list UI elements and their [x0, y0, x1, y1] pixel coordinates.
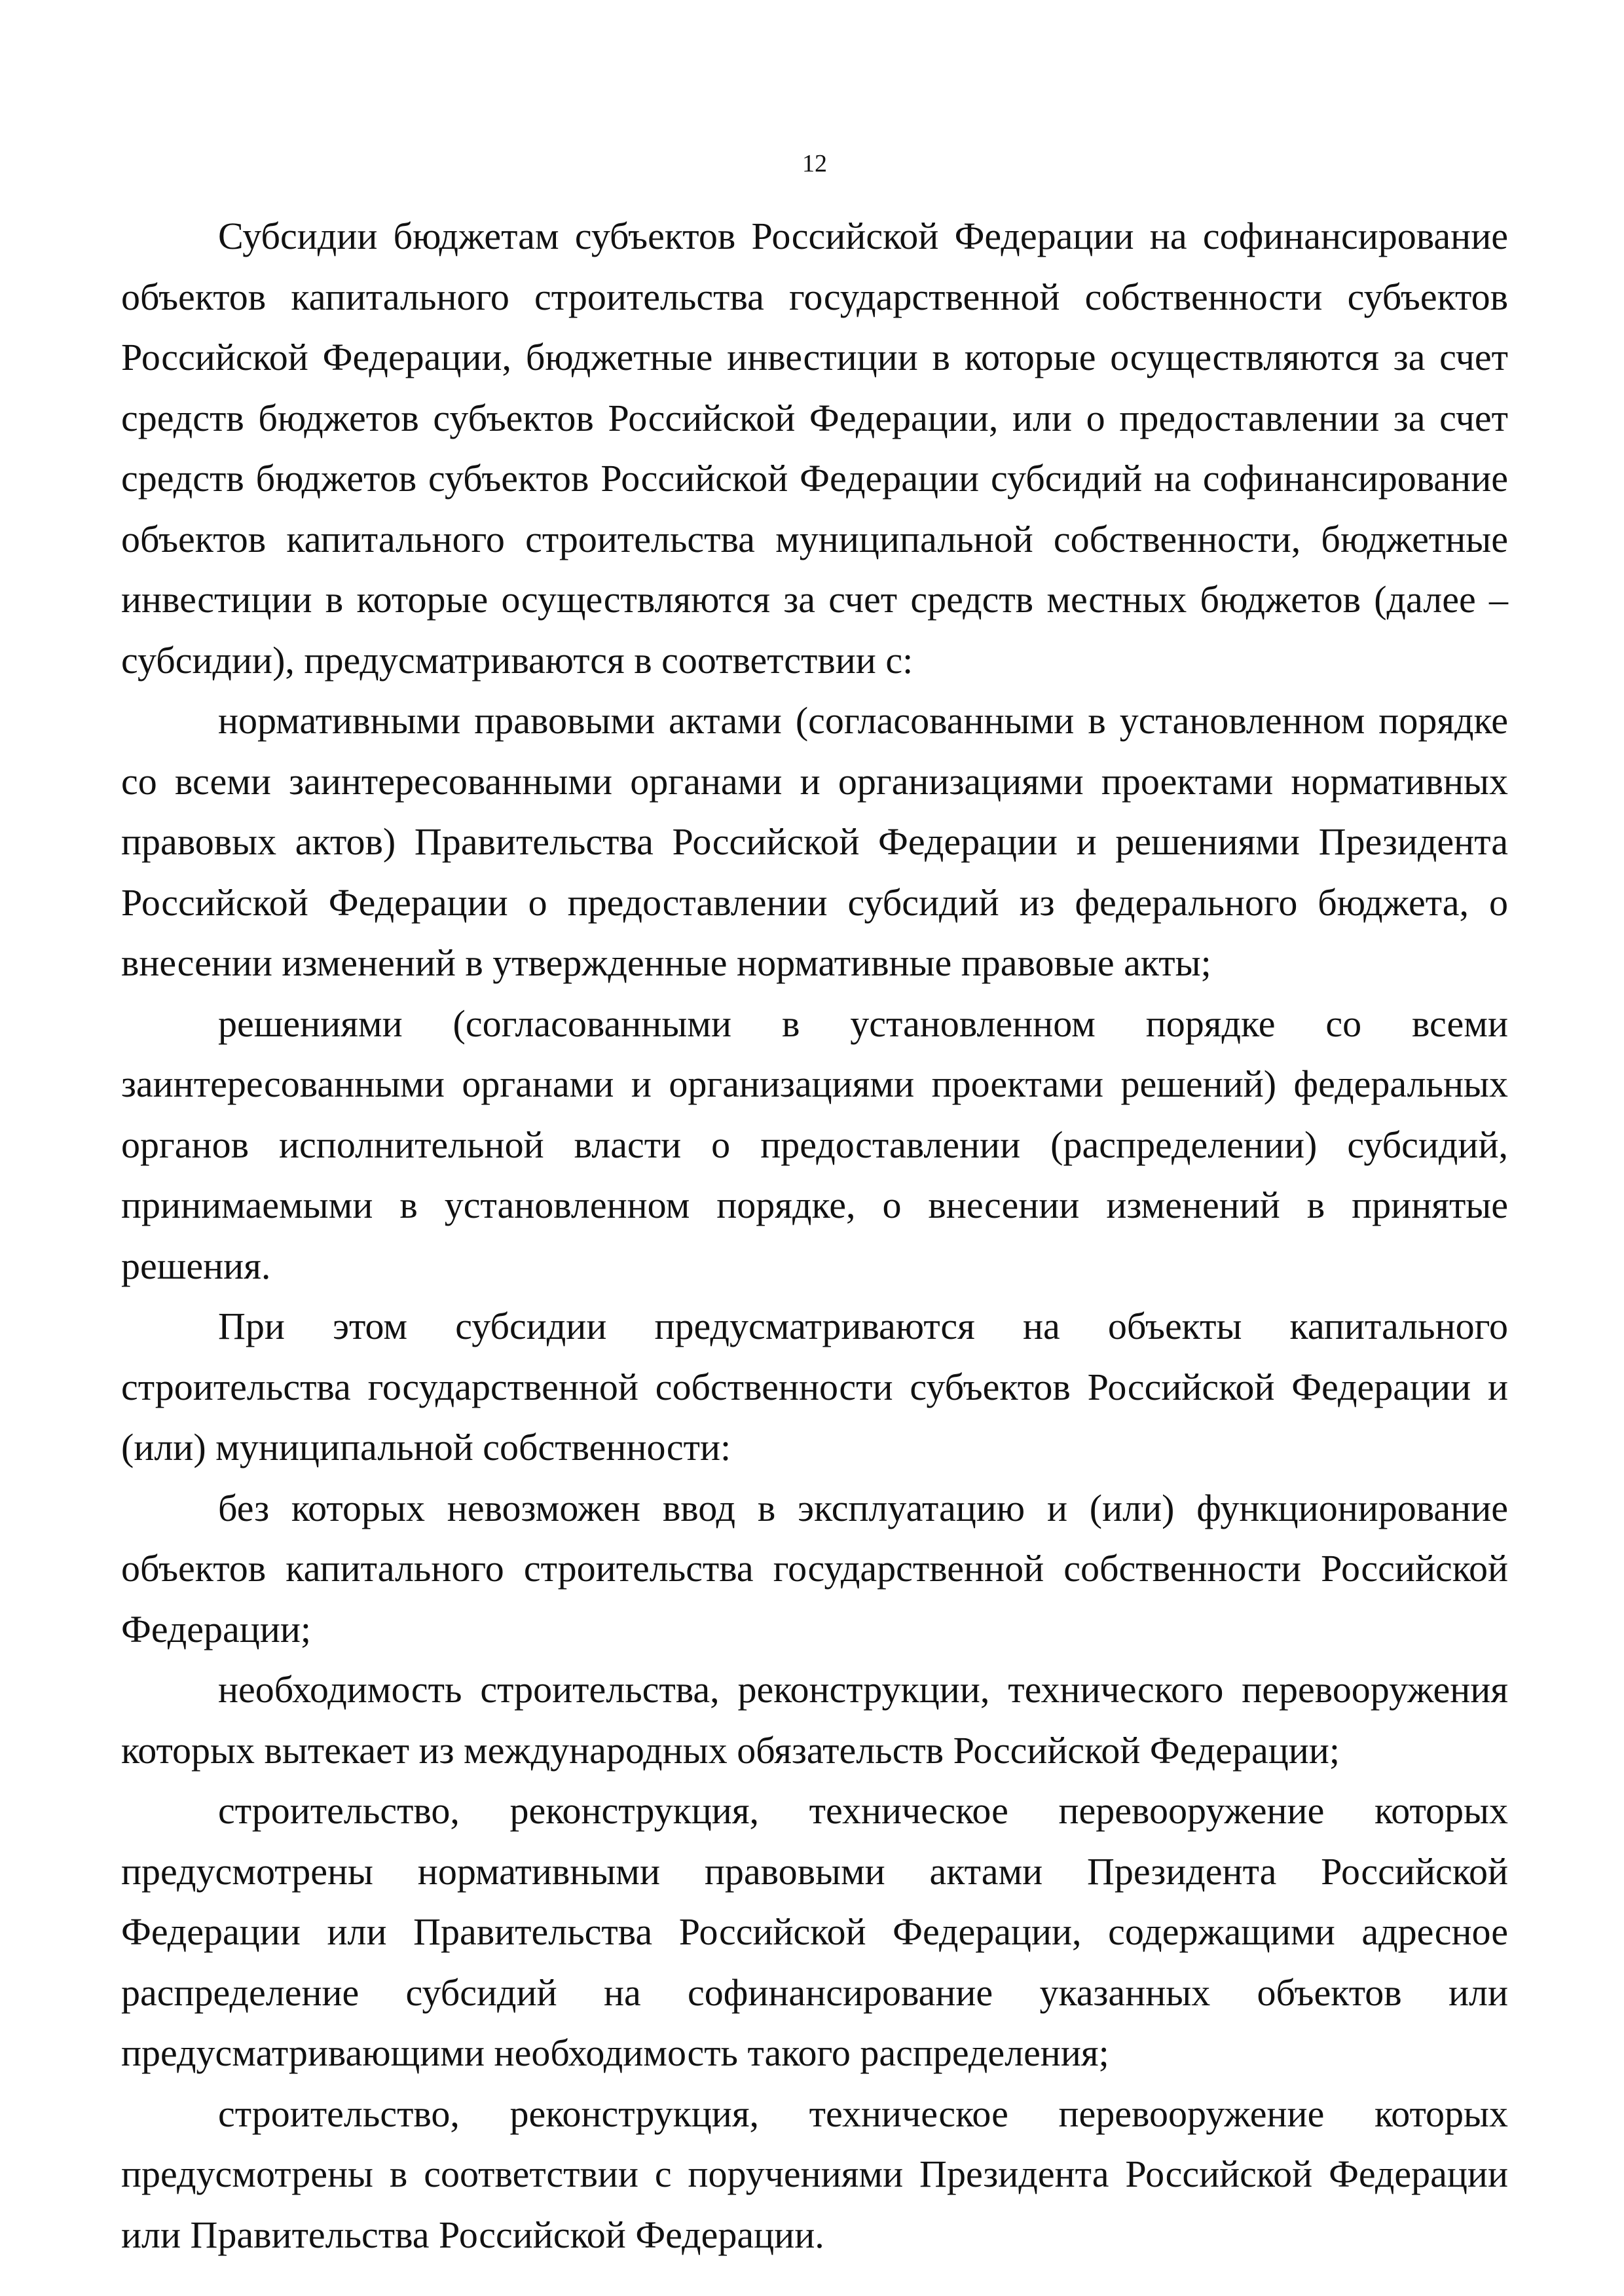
paragraph-subsidies-intro: Субсидии бюджетам субъектов Российской Федерации на софинансирование объектов капитального строительства государственной собственности субъектов Российской Федерации, бюджетные инвестиции в которые осуществляются за счет средств бюджетов субъектов Российской Федерации, или о предоставлении за счет средств бюджетов субъектов Российской Федерации субсидий на софинансирование объектов капитального строительства муниципальной собственности, бюджетные инвестиции в которые осуществляются за счет средств местных бюджетов (далее – субсидии), предусматриваются в соответствии с: — [121, 215, 1508, 682]
paragraph-presidential-instructions: строительство, реконструкция, техническое перевооружение которых предусмотрены в соответствии с поручениями Президента Российской Федерации или Правительства Российской Федерации. — [121, 2092, 1508, 2256]
paragraph-federal-decisions: решениями (согласованными в установленном порядке со всеми заинтересованными органами и организациями проектами решений) федеральных органов исполнительной власти о предоставлении (распределении) субсидий, принимаемыми в установленном порядке, о внесении изменений в принятые решения. — [121, 1002, 1508, 1287]
paragraph-commissioning: без которых невозможен ввод в эксплуатацию и (или) функционирование объектов капитального строительства государственной собственности Российской Федерации; — [121, 1486, 1508, 1650]
paragraph-subsidy-objects: При этом субсидии предусматриваются на объекты капитального строительства государственной собственности субъектов Российской Федерации и (или) муниципальной собственности: — [121, 1305, 1508, 1468]
paragraph-international-obligations: необходимость строительства, реконструкции, технического перевооружения которых вытекает из международных обязательств Российской Федерации; — [121, 1668, 1508, 1772]
page-number: 12 — [802, 150, 827, 177]
paragraph-presidential-acts: строительство, реконструкция, техническое перевооружение которых предусмотрены нормативными правовыми актами Президента Российской Федерации или Правительства Российской Федерации, содержащими адресное распределение субсидий на софинансирование указанных объектов или предусматривающими необходимость такого распределения; — [121, 1789, 1508, 2074]
document-page — [121, 147, 1508, 2265]
paragraph-normative-acts: нормативными правовыми актами (согласованными в установленном порядке со всеми заинтересованными органами и организациями проектами нормативных правовых актов) Правительства Российской Федерации и решениями Президента Российской Федерации о предоставлении субсидий из федерального бюджета, о внесении изменений в утвержденные нормативные правовые акты; — [121, 699, 1508, 984]
